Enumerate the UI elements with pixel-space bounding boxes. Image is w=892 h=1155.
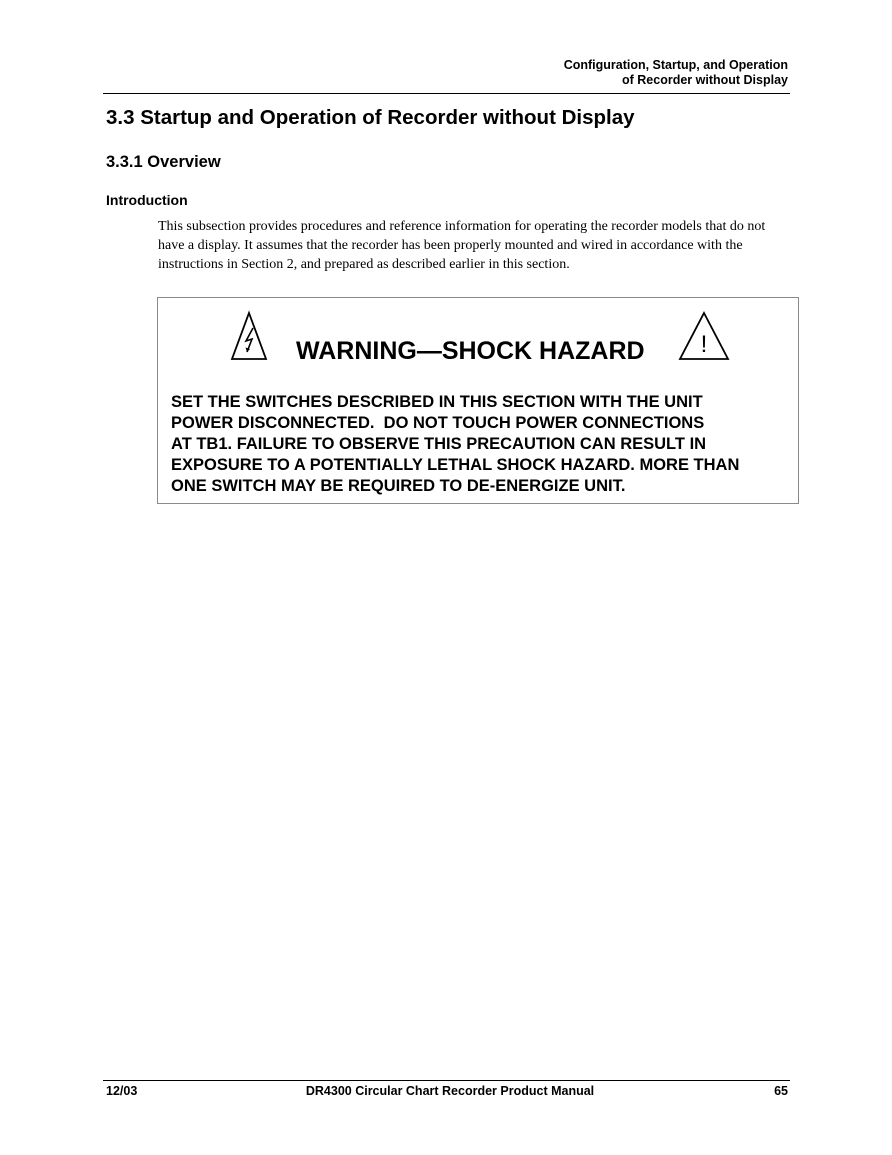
- footer-date: 12/03: [106, 1084, 138, 1098]
- running-header-line-1: Configuration, Startup, and Operation: [563, 58, 788, 72]
- footer-manual-title: DR4300 Circular Chart Recorder Product Manual: [305, 1084, 595, 1098]
- header-rule: [103, 93, 790, 94]
- exclamation-glyph: !: [700, 331, 708, 358]
- warning-title: WARNING—SHOCK HAZARD: [296, 337, 645, 365]
- warning-line: POWER DISCONNECTED. DO NOT TOUCH POWER CONNECTIONS: [171, 414, 705, 432]
- electric-shock-triangle-icon: [230, 310, 268, 362]
- warning-box: [157, 297, 799, 504]
- running-header: [564, 58, 788, 88]
- section-title: 3.3 Startup and Operation of Recorder without Display: [106, 106, 635, 129]
- exclamation-triangle-icon: [678, 310, 730, 362]
- subsection-title: 3.3.1 Overview: [106, 153, 221, 171]
- running-header-line-2: of Recorder without Display: [622, 73, 788, 87]
- warning-line: ONE SWITCH MAY BE REQUIRED TO DE-ENERGIZE UNIT.: [171, 477, 626, 495]
- footer-rule: [103, 1080, 790, 1081]
- warning-line: EXPOSURE TO A POTENTIALLY LETHAL SHOCK HAZARD. MORE THAN: [171, 456, 740, 474]
- warning-text: [171, 392, 795, 497]
- warning-line: AT TB1. FAILURE TO OBSERVE THIS PRECAUTION CAN RESULT IN: [171, 435, 707, 453]
- intro-heading: Introduction: [106, 192, 188, 208]
- footer-page-number: 65: [774, 1084, 788, 1098]
- intro-paragraph: This subsection provides procedures and reference information for operating the recorder models that do not have a display. It assumes that the recorder has been properly mounted and wired in accordance with the instructions in Section 2, and prepared as described earlier in this section.: [158, 219, 766, 272]
- warning-line: SET THE SWITCHES DESCRIBED IN THIS SECTION WITH THE UNIT: [171, 393, 703, 411]
